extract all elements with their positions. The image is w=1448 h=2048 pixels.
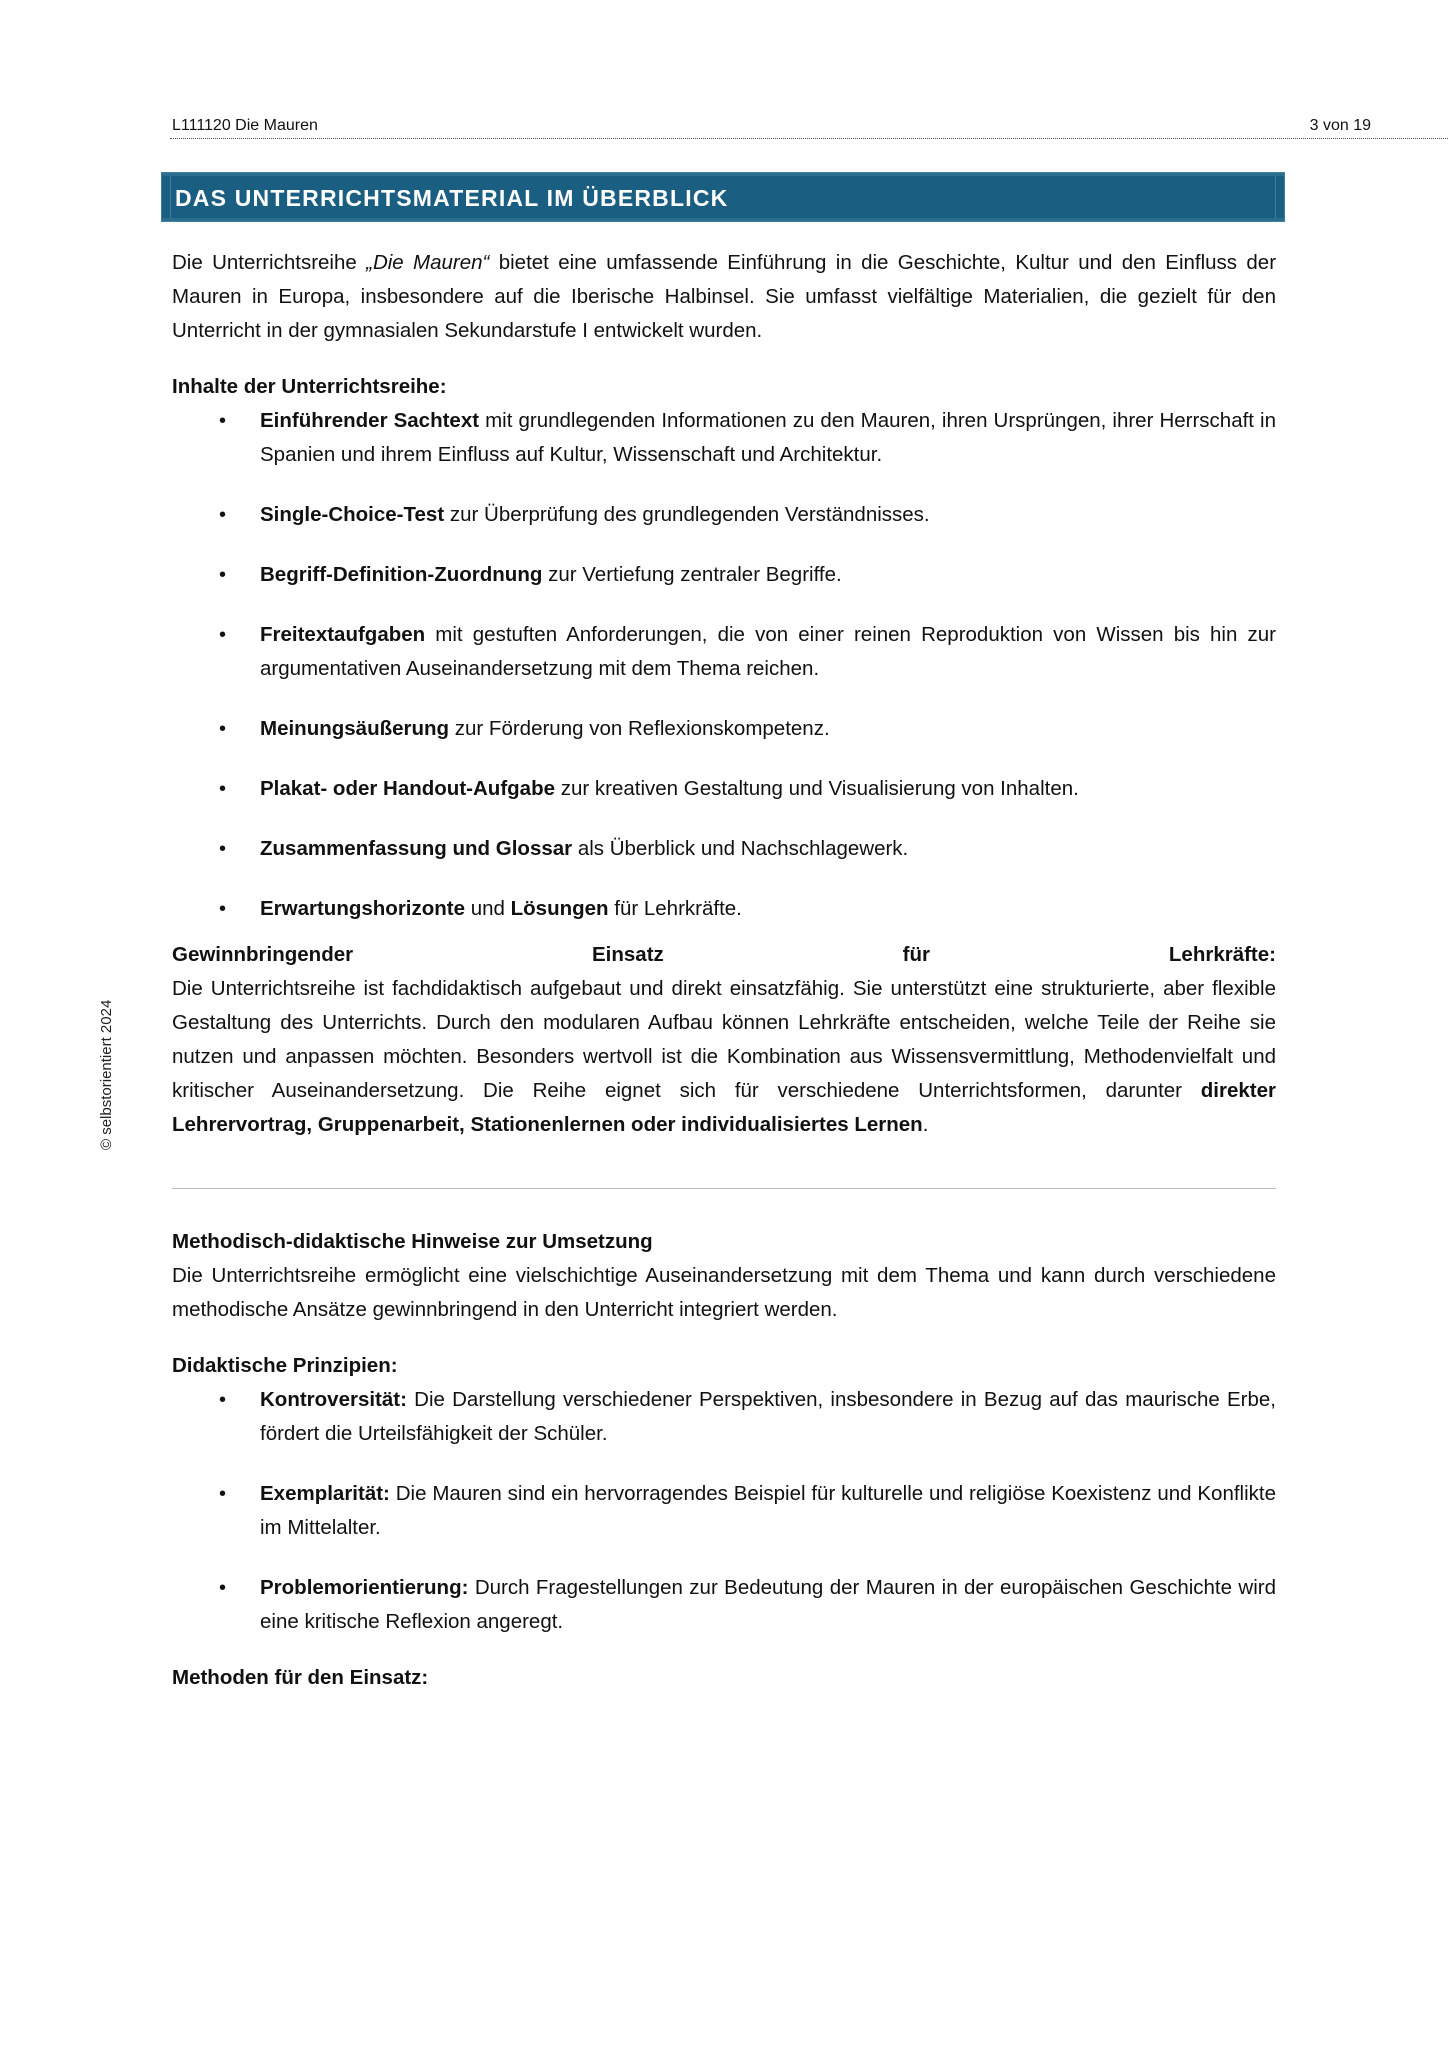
item-bold: Kontroversität: — [260, 1388, 407, 1411]
intro-prefix: Die Unterrichtsreihe — [172, 251, 367, 274]
item-bold: Plakat- oder Handout-Aufgabe — [260, 777, 555, 800]
list-item — [172, 1383, 1276, 1451]
item-bold: Zusammenfassung und Glossar — [260, 837, 573, 860]
intro-quoted-title: „Die Mauren“ — [366, 251, 490, 274]
item-text: zur Förderung von Reflexionskompetenz. — [449, 717, 830, 740]
item-text: Die Darstellung verschiedener Perspektiven, insbesondere in Bezug auf das maurische Erbe, fördert die Urteilsfähigkeit der Schüler. — [260, 1388, 1276, 1445]
bullet-icon: • — [219, 1483, 227, 1505]
gewinn-paragraph — [172, 972, 1276, 1142]
document-body — [172, 246, 1276, 1695]
gewinn-heading — [172, 938, 1276, 972]
list-item — [172, 618, 1276, 686]
methodisch-heading: Methodisch-didaktische Hinweise zur Umsetzung — [172, 1230, 653, 1253]
section-banner — [161, 172, 1285, 222]
item-bold-2: Lösungen — [510, 897, 609, 920]
methodisch-paragraph: Die Unterrichtsreihe ermöglicht eine vielschichtige Auseinandersetzung mit dem Thema und kann durch verschiedene methodische Ansätze gewinnbringend in den Unterricht integriert werden. — [172, 1264, 1276, 1321]
gewinn-bold-text: direkter Lehrervortrag, Gruppenarbeit, Stationenlernen oder individualisiertes Lernen — [172, 1079, 1276, 1136]
bullet-icon: • — [219, 410, 227, 432]
list-item — [172, 1571, 1276, 1639]
bullet-icon: • — [219, 838, 227, 860]
bullet-icon: • — [219, 778, 227, 800]
page-number: 3 von 19 — [1309, 117, 1371, 134]
section-title: DAS UNTERRICHTSMATERIAL IM ÜBERBLICK — [175, 185, 729, 211]
copyright-notice: © selbstorientiert 2024 — [98, 999, 115, 1150]
methoden-heading: Methoden für den Einsatz: — [172, 1666, 429, 1689]
bullet-icon: • — [219, 718, 227, 740]
item-text: zur kreativen Gestaltung und Visualisierung von Inhalten. — [555, 777, 1079, 800]
heading-word: Einsatz — [592, 943, 664, 966]
document-title: L111120 Die Mauren — [172, 117, 318, 134]
intro-paragraph — [172, 246, 1276, 348]
prinzipien-list — [172, 1383, 1276, 1639]
inhalte-list — [172, 404, 1276, 926]
item-text: mit gestuften Anforderungen, die von einer reinen Reproduktion von Wissen bis hin zur argumentativen Auseinandersetzung mit dem Thema reichen. — [260, 623, 1276, 680]
item-bold: Problemorientierung: — [260, 1576, 469, 1599]
list-item — [172, 498, 1276, 532]
item-bold: Exemplarität: — [260, 1482, 390, 1505]
list-item — [172, 772, 1276, 806]
item-bold: Einführender Sachtext — [260, 409, 480, 432]
page-header — [170, 114, 1448, 139]
bullet-icon: • — [219, 504, 227, 526]
bullet-icon: • — [219, 1389, 227, 1411]
item-text: Durch Fragestellungen zur Bedeutung der Mauren in der europäischen Geschichte wird eine kritische Reflexion angeregt. — [260, 1576, 1276, 1633]
item-bold: Meinungsäußerung — [260, 717, 450, 740]
bullet-icon: • — [219, 564, 227, 586]
item-text: zur Vertiefung zentraler Begriffe. — [542, 563, 842, 586]
inhalte-heading: Inhalte der Unterrichtsreihe: — [172, 375, 447, 398]
item-text: Die Mauren sind ein hervorragendes Beispiel für kulturelle und religiöse Koexistenz und Konflikte im Mittelalter. — [260, 1482, 1276, 1539]
item-bold: Erwartungshorizonte — [260, 897, 466, 920]
list-item — [172, 1477, 1276, 1545]
list-item — [172, 892, 1276, 926]
bullet-icon: • — [219, 1577, 227, 1599]
heading-word: für — [902, 943, 930, 966]
section-divider — [172, 1188, 1276, 1189]
item-bold: Freitextaufgaben — [260, 623, 426, 646]
heading-word: Gewinnbringender — [172, 943, 354, 966]
item-text: als Überblick und Nachschlagewerk. — [572, 837, 909, 860]
bullet-icon: • — [219, 898, 227, 920]
item-text-2: für Lehrkräfte. — [608, 897, 742, 920]
list-item — [172, 712, 1276, 746]
item-text: und — [465, 897, 511, 920]
item-text: mit grundlegenden Informationen zu den Mauren, ihren Ursprüngen, ihrer Herrschaft in Spanien und ihrem Einfluss auf Kultur, Wissenschaft und Architektur. — [260, 409, 1276, 466]
bullet-icon: • — [219, 624, 227, 646]
item-text: zur Überprüfung des grundlegenden Verständnisses. — [444, 503, 930, 526]
item-bold: Single-Choice-Test — [260, 503, 445, 526]
list-item — [172, 558, 1276, 592]
list-item — [172, 832, 1276, 866]
intro-suffix: bietet eine umfassende Einführung in die Geschichte, Kultur und den Einfluss der Mauren in Europa, insbesondere auf die Iberische Halbinsel. Sie umfasst vielfältige Materialien, die gezielt für den Unterricht in der gymnasialen Sekundarstufe I entwickelt wurden. — [172, 251, 1277, 342]
item-bold: Begriff-Definition-Zuordnung — [260, 563, 543, 586]
list-item — [172, 404, 1276, 472]
gewinn-text: Die Unterrichtsreihe ist fachdidaktisch aufgebaut und direkt einsatzfähig. Sie unterstützt eine strukturierte, aber flexible Gestaltung des Unterrichts. Durch den modularen Aufbau können Lehrkräfte entscheiden, welche Teile der Reihe sie nutzen und anpassen möchten. Besonders wertvoll ist die Kombination aus Wissensvermittlung, Methodenvielfalt und kritischer Auseinandersetzung. Die Reihe eignet sich für verschiedene Unterrichtsformen, darunter — [172, 977, 1276, 1102]
prinzipien-heading: Didaktische Prinzipien: — [172, 1354, 398, 1377]
gewinn-end: . — [922, 1113, 929, 1136]
heading-word: Lehrkräfte: — [1168, 943, 1276, 966]
